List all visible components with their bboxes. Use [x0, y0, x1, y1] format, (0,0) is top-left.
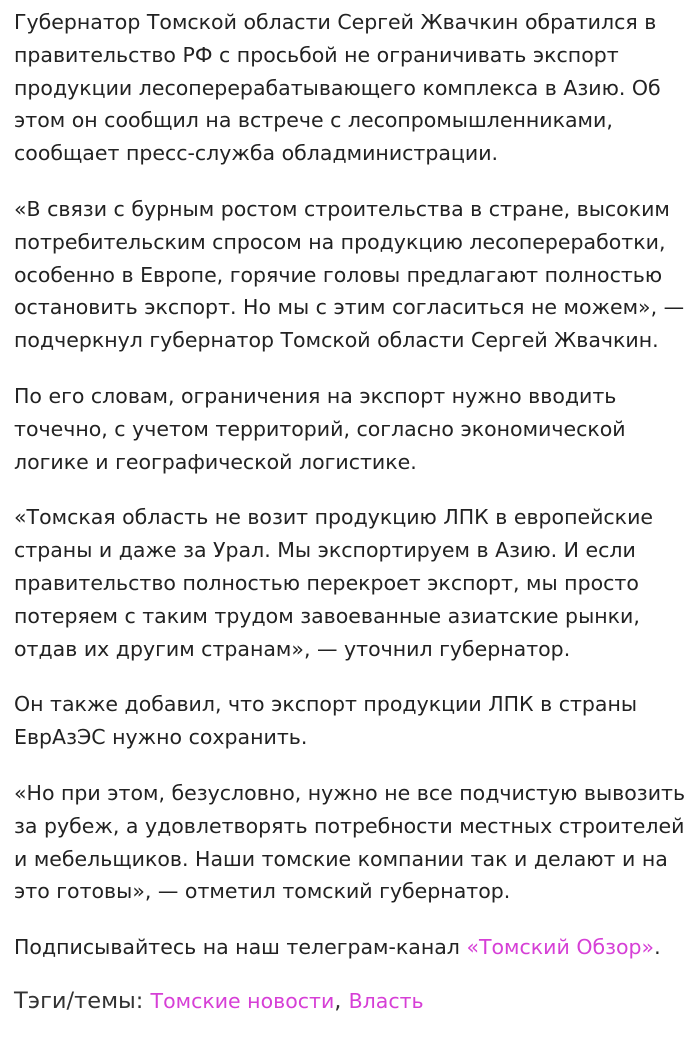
tag-link-power[interactable]: Власть: [348, 988, 424, 1013]
article-paragraph: По его словам, ограничения на экспорт нужно вводить точечно, с учетом территорий, согласно экономической логике и географической логистике.: [14, 383, 626, 474]
subscribe-suffix: .: [654, 935, 661, 960]
tags-label: Тэги/темы:: [14, 987, 151, 1014]
article-paragraph: Губернатор Томской области Сергей Жвачкин обратился в правительство РФ с просьбой не ограничивать экспорт продукции лесоперерабатывающего комплекса в Азию. Об этом он сообщил на встрече с лесопромышленниками, сообщает пресс-служба обладминистрации.: [14, 10, 661, 166]
telegram-channel-link[interactable]: «Томский Обзор»: [466, 935, 655, 960]
subscribe-text: Подписывайтесь на наш телеграм-канал: [14, 935, 467, 960]
article-paragraph: «Но при этом, безусловно, нужно не все подчистую вывозить за рубеж, а удовлетворять потребности местных строителей и мебельщиков. Наши томские компании так и делают и на это готовы», — отметил томский губернатор.: [14, 780, 686, 904]
tag-link-tomsk-news[interactable]: Томские новости: [150, 988, 335, 1013]
tags-separator: ,: [334, 987, 349, 1014]
article-paragraph: «В связи с бурным ростом строительства в стране, высоким потребительским спросом на продукцию лесопереработки, особенно в Европе, горячие головы предлагают полностью остановить экспорт. Но мы с этим согласиться не можем», — подчеркнул губернатор Томской области Сергей Жвачкин.: [14, 196, 685, 353]
article-paragraph: «Томская область не возит продукцию ЛПК в европейские страны и даже за Урал. Мы экспортируем в Азию. И если правительство полностью перекроет экспорт, мы просто потеряем с таким трудом завоеванные азиатские рынки, отдав их другим странам», — уточнил губернатор.: [14, 505, 654, 661]
article-body: [14, 6, 686, 1017]
article-paragraph: Он также добавил, что экспорт продукции ЛПК в страны ЕврАзЭС нужно сохранить.: [14, 692, 638, 750]
tags-row: [14, 985, 686, 1017]
subscribe-line: [14, 931, 686, 964]
